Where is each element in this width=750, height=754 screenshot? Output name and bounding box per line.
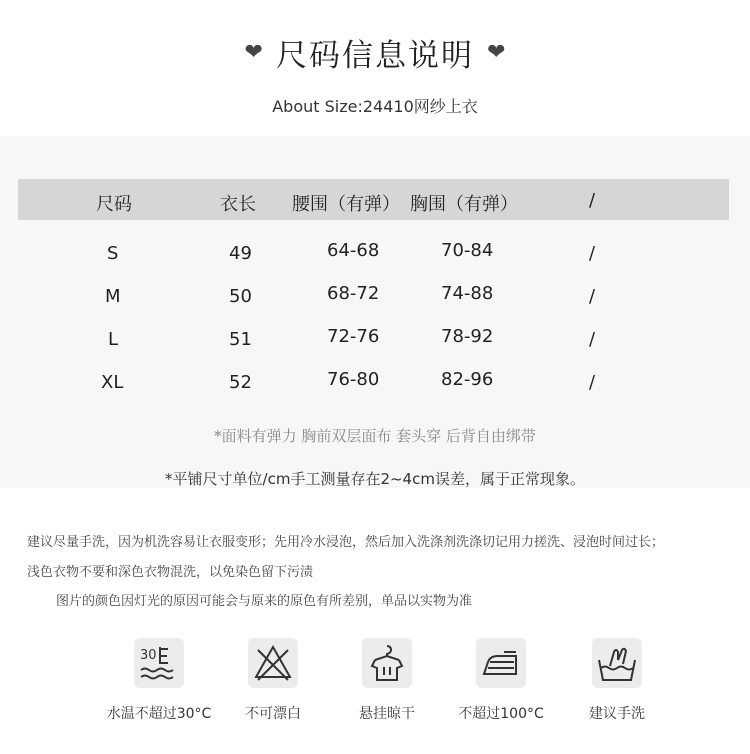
table-cell-waist: 68-72 — [327, 283, 380, 304]
care-text-line-3: 图片的颜色因灯光的原因可能会与原来的原色有所差别，单品以实物为准 — [56, 594, 473, 609]
hang-dry-icon — [362, 638, 412, 688]
column-header-length: 衣长 — [220, 194, 256, 215]
column-header-waist: 腰围（有弹） — [292, 194, 400, 215]
care-label-hand-wash: 建议手洗 — [589, 706, 645, 722]
table-cell-waist: 72-76 — [327, 326, 380, 347]
page-subtitle: About Size:24410网纱上衣 — [272, 97, 478, 116]
heart-right-icon: ❤ — [487, 40, 506, 65]
table-cell-extra: / — [589, 329, 596, 350]
care-label-iron: 不超过100°C — [458, 706, 544, 722]
care-label-bleach: 不可漂白 — [245, 706, 301, 722]
column-header-extra: / — [589, 190, 596, 211]
hand-wash-icon — [592, 638, 642, 688]
care-label-water: 水温不超过30°C — [106, 706, 212, 722]
care-label-hang-dry: 悬挂晾干 — [359, 706, 415, 722]
page-title: 尺码信息说明 — [276, 38, 474, 74]
iron-icon — [476, 638, 526, 688]
table-cell-chest: 78-92 — [441, 326, 494, 347]
fabric-note: *面料有弹力 胸前双层面布 套头穿 后背自由绑带 — [214, 427, 536, 445]
heart-left-icon: ❤ — [244, 40, 263, 65]
table-cell-size: XL — [101, 372, 124, 393]
svg-text:30: 30 — [140, 648, 157, 663]
table-cell-length: 52 — [229, 372, 252, 393]
care-text-line-1: 建议尽量手洗，因为机洗容易让衣服变形；先用冷水浸泡，然后加入洗涤剂洗涤切记用力搓洗、浸泡时间过长； — [27, 535, 665, 550]
table-cell-size: M — [105, 286, 121, 307]
table-cell-chest: 82-96 — [441, 369, 494, 390]
table-cell-length: 49 — [229, 243, 252, 264]
table-cell-size: L — [108, 329, 119, 350]
table-cell-waist: 64-68 — [327, 240, 380, 261]
page-header — [0, 30, 750, 80]
table-cell-length: 51 — [229, 329, 252, 350]
table-cell-extra: / — [589, 243, 596, 264]
column-header-chest: 胸围（有弹） — [410, 194, 518, 215]
table-cell-size: S — [107, 243, 119, 264]
measurement-note: *平铺尺寸单位/cm手工测量存在2~4cm误差，属于正常现象。 — [165, 470, 585, 488]
table-cell-waist: 76-80 — [327, 369, 380, 390]
table-cell-length: 50 — [229, 286, 252, 307]
table-cell-chest: 70-84 — [441, 240, 494, 261]
table-cell-chest: 74-88 — [441, 283, 494, 304]
no-bleach-icon — [248, 638, 298, 688]
table-cell-extra: / — [589, 372, 596, 393]
column-header-size: 尺码 — [96, 194, 132, 215]
water-30-icon — [134, 638, 184, 688]
table-cell-extra: / — [589, 286, 596, 307]
care-text-line-2: 浅色衣物不要和深色衣物混洗，以免染色留下污渍 — [27, 565, 314, 580]
